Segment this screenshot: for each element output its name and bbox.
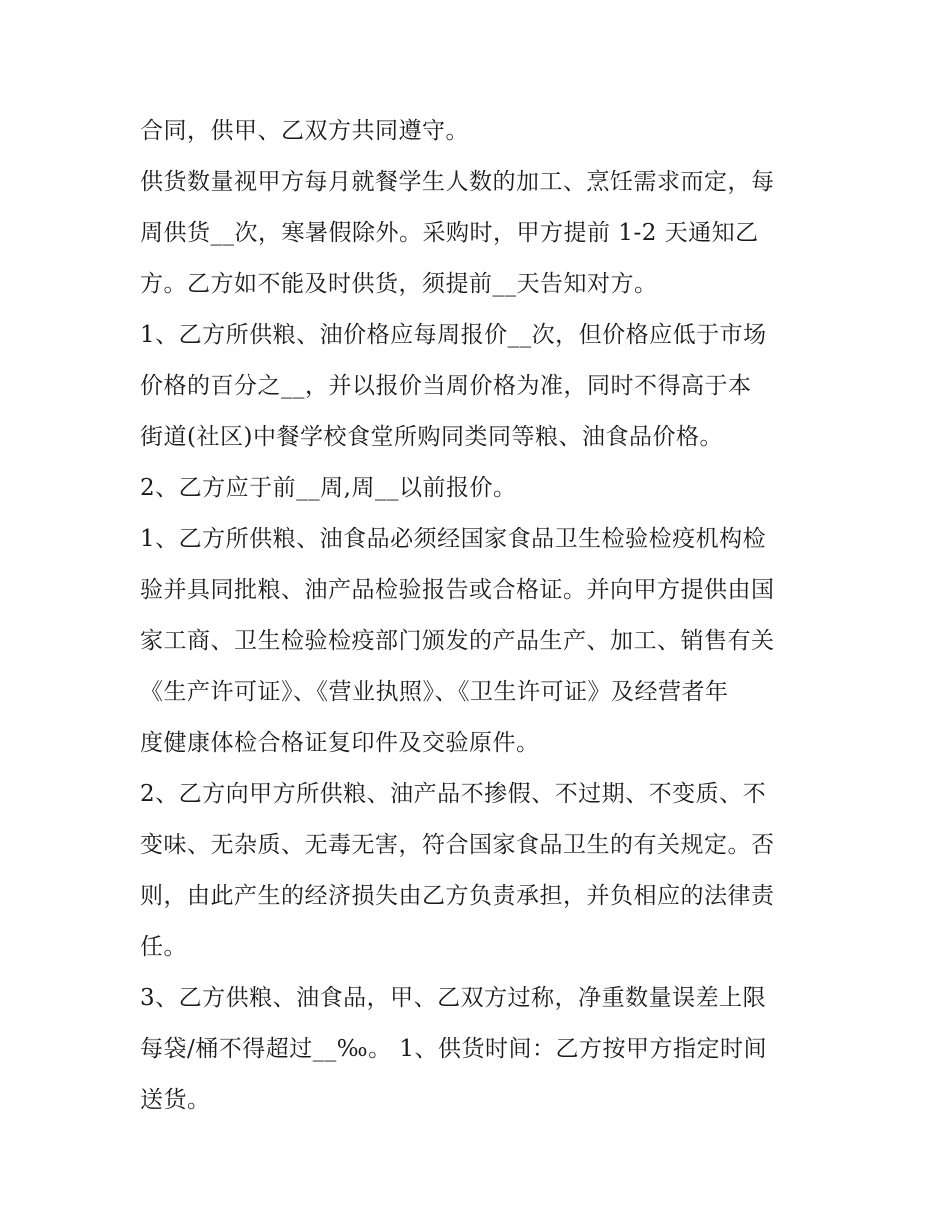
text-line: 任。 [140, 934, 187, 960]
text-line: 合同，供甲、乙双方共同遵守。 [140, 118, 469, 144]
text-line: 度健康体检合格证复印件及交验原件。 [140, 730, 540, 756]
text-line: 3、乙方供粮、油食品，甲、乙双方过称，净重数量误差上限 [140, 985, 767, 1011]
text-line: 2、乙方向甲方所供粮、油产品不掺假、不过期、不变质、不 [140, 781, 767, 807]
text-line: 街道(社区)中餐学校食堂所购同类同等粮、油食品价格。 [140, 424, 723, 450]
text-line: 《生产许可证》、《营业执照》、《卫生许可证》及经营者年 [140, 679, 729, 705]
contract-text [140, 106, 820, 1126]
text-line: 验并具同批粮、油产品检验报告或合格证。并向甲方提供由国 [140, 577, 775, 603]
text-line: 家工商、卫生检验检疫部门颁发的产品生产、加工、销售有关 [140, 628, 775, 654]
text-line: 周供货__次，寒暑假除外。采购时，甲方提前 1-2 天通知乙 [140, 220, 759, 246]
text-line: 每袋/桶不得超过__‰。 1、供货时间：乙方按甲方指定时间 [140, 1036, 768, 1062]
text-line: 价格的百分之__，并以报价当周价格为准，同时不得高于本 [140, 373, 752, 399]
text-line: 2、乙方应于前__周,周__以前报价。 [140, 475, 517, 501]
text-line: 供货数量视甲方每月就餐学生人数的加工、烹饪需求而定，每 [140, 169, 775, 195]
text-line: 送货。 [140, 1087, 211, 1113]
text-line: 方。乙方如不能及时供货，须提前__天告知对方。 [140, 271, 658, 297]
text-line: 1、乙方所供粮、油价格应每周报价__次，但价格应低于市场 [140, 322, 767, 348]
text-line: 1、乙方所供粮、油食品必须经国家食品卫生检验检疫机构检 [140, 526, 767, 552]
text-line: 变味、无杂质、无毒无害，符合国家食品卫生的有关规定。否 [140, 832, 775, 858]
text-line: 则，由此产生的经济损失由乙方负责承担，并负相应的法律责 [140, 883, 775, 909]
